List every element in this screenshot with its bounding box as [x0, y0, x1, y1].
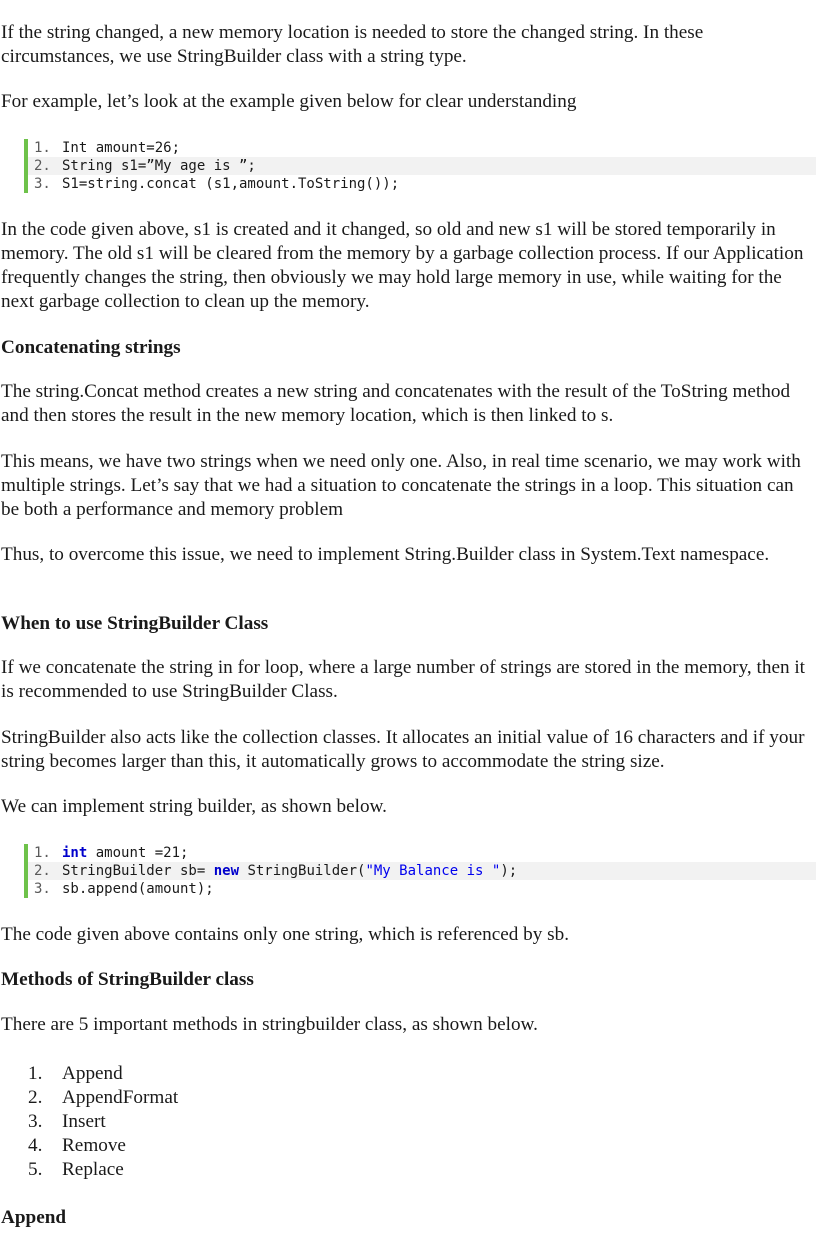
code-text: StringBuilder sb=: [62, 863, 214, 879]
code-text: );: [500, 863, 518, 879]
code-text: sb.append(amount);: [62, 881, 214, 897]
list-number: 3.: [28, 1111, 43, 1132]
paragraph-implement-builder: We can implement string builder, as shown below.: [1, 796, 387, 817]
code-keyword: int: [62, 845, 88, 861]
code-line: [28, 862, 816, 880]
list-number: 5.: [28, 1159, 43, 1180]
code-text: Int amount=26;: [62, 140, 181, 156]
paragraph-one-string: The code given above contains only one string, which is referenced by sb.: [1, 924, 569, 945]
heading-when-to-use: When to use StringBuilder Class: [1, 613, 269, 634]
line-number: 1.: [34, 140, 51, 156]
list-item: [28, 1158, 178, 1182]
code-line: [28, 139, 816, 157]
code-line: [28, 157, 816, 175]
paragraph-code-explanation: In the code given above, s1 is created and it changed, so old and new s1 will be stored temporarily in memory. The old s1 will be cleared from the memory by a garbage collection process. If our Application frequently changes the string, then obviously we may hold large memory in use, while waiting for the next garbage collection to clean up the memory.: [1, 219, 804, 312]
list-item: [28, 1062, 178, 1086]
heading-append: Append: [1, 1207, 67, 1228]
list-number: 4.: [28, 1135, 43, 1156]
list-item: [28, 1110, 178, 1134]
paragraph-stringbuilder-intro: If the string changed, a new memory location is needed to store the changed string. In these circumstances, we use StringBuilder class with a string type.: [1, 22, 704, 67]
code-text: String s1=”My age is ”;: [62, 158, 256, 174]
list-label: AppendFormat: [62, 1087, 179, 1108]
paragraph-concat-method: The string.Concat method creates a new string and concatenates with the result of the ToString method and then stores the result in the new memory location, which is then linked to s.: [1, 381, 791, 426]
heading-methods: Methods of StringBuilder class: [1, 969, 254, 990]
code-line: [28, 175, 816, 193]
paragraph-collection-classes: StringBuilder also acts like the collection classes. It allocates an initial value of 16 characters and if your string becomes larger than this, it automatically grows to accommodate the string size.: [1, 727, 805, 772]
code-text: StringBuilder(: [239, 863, 366, 879]
line-number: 3.: [34, 176, 51, 192]
code-block-stringbuilder-example: [24, 844, 816, 898]
methods-list: [28, 1062, 178, 1182]
paragraph-methods-intro: There are 5 important methods in stringbuilder class, as shown below.: [1, 1014, 538, 1035]
line-number: 2.: [34, 863, 51, 879]
list-label: Replace: [62, 1159, 124, 1180]
list-label: Remove: [62, 1135, 126, 1156]
paragraph-for-loop: If we concatenate the string in for loop, where a large number of strings are stored in the memory, then it is recommended to use StringBuilder Class.: [1, 657, 806, 702]
line-number: 1.: [34, 845, 51, 861]
code-text: S1=string.concat (s1,amount.ToString());: [62, 176, 400, 192]
paragraph-two-strings: This means, we have two strings when we need only one. Also, in real time scenario, we may work with multiple strings. Let’s say that we had a situation to concatenate the strings in a loop. This situation can be both a performance and memory problem: [1, 451, 801, 520]
line-number: 3.: [34, 881, 51, 897]
code-text: amount =21;: [87, 845, 189, 861]
code-line: [28, 844, 816, 862]
code-keyword: new: [213, 863, 240, 879]
line-number: 2.: [34, 158, 51, 174]
code-block-concat-example: [24, 139, 816, 193]
code-line: [28, 880, 816, 898]
paragraph-example-intro: For example, let’s look at the example given below for clear understanding: [1, 91, 577, 112]
paragraph-overcome-issue: Thus, to overcome this issue, we need to implement String.Builder class in System.Text namespace.: [1, 544, 770, 565]
code-string: "My Balance is ": [365, 863, 501, 879]
list-item: [28, 1134, 178, 1158]
list-item: [28, 1086, 178, 1110]
list-label: Append: [62, 1063, 123, 1084]
list-number: 1.: [28, 1063, 43, 1084]
heading-concatenating-strings: Concatenating strings: [1, 337, 181, 358]
list-number: 2.: [28, 1087, 43, 1108]
list-label: Insert: [62, 1111, 106, 1132]
